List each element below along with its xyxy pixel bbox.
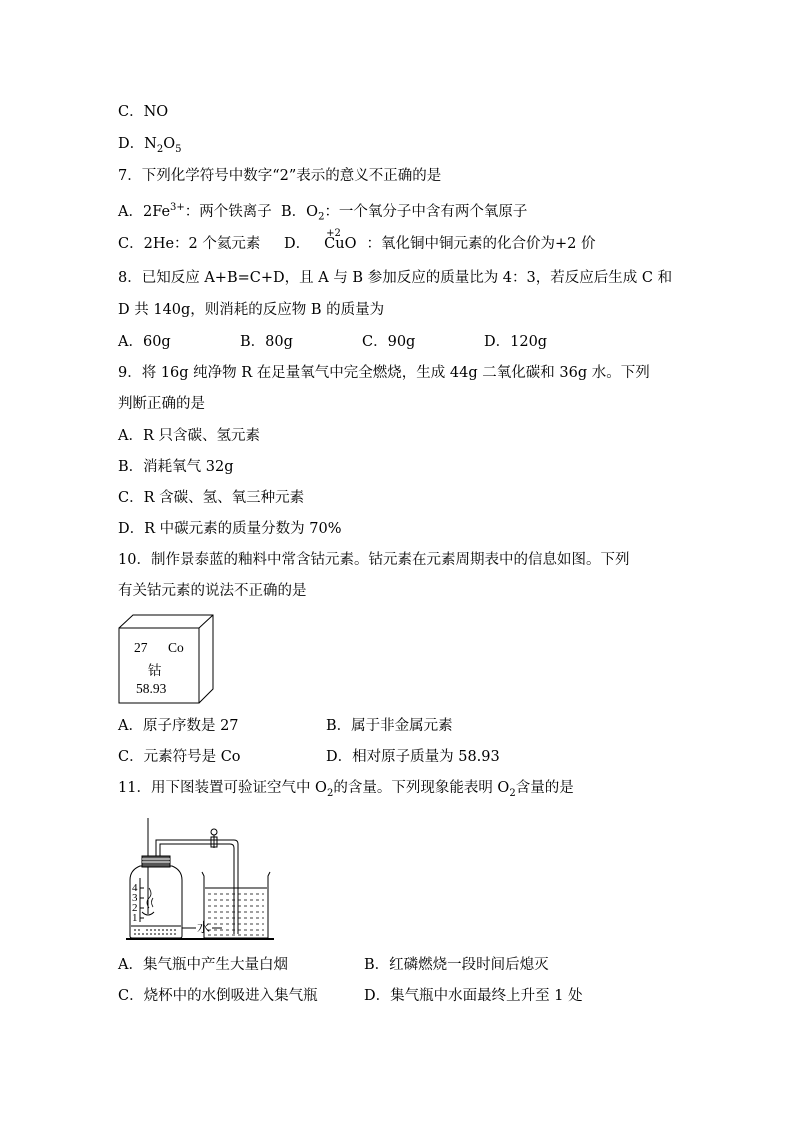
scale-mark-3: 3 [132,892,138,904]
scale-mark-2: 2 [132,902,138,914]
q7-options-cd: C．2He：2 个氦元素 D． +2 CuO ：氧化铜中铜元素的化合价为+2 价 [118,228,596,252]
question-10-line2: 有关钴元素的说法不正确的是 [118,583,307,599]
scale-mark-4: 4 [132,882,138,894]
question-8-line1: 8．已知反应 A+B=C+D，且 A 与 B 参加反应的质量比为 4：3，若反应后生成 C 和 [118,270,673,286]
scale-mark-1: 1 [132,912,138,924]
question-9-line2: 判断正确的是 [118,396,205,412]
atomic-number: 27 [134,640,148,655]
option-c-no: C．NO [118,104,169,120]
atomic-mass: 58.93 [136,681,167,696]
q11-options-cd: C．烧杯中的水倒吸进入集气瓶 D．集气瓶中水面最终上升至 1 处 [118,988,583,1004]
q10-options-cd: C．元素符号是 Co D．相对原子质量为 58.93 [118,749,500,765]
question-10-line1: 10．制作景泰蓝的釉料中常含钴元素。钴元素在元素周期表中的信息如图。下列 [118,552,630,568]
question-9-line1: 9．将 16g 纯净物 R 在足量氧气中完全燃烧，生成 44g 二氧化碳和 36g 水。下列 [118,365,650,381]
q9-option-a: A．R 只含碳、氢元素 [118,428,260,444]
cobalt-element-cell [118,614,214,704]
option-d-n2o5: D．$N_2O_5$ [118,136,182,155]
element-name: 钴 [148,663,162,679]
q9-option-c: C．R 含碳、氢、氧三种元素 [118,490,305,506]
question-8-line2: D 共 140g，则消耗的反应物 B 的质量为 [118,302,385,318]
q11-options-ab: A．集气瓶中产生大量白烟 B．红磷燃烧一段时间后熄灭 [118,957,549,973]
element-symbol: Co [168,640,184,655]
question-7: 7．下列化学符号中数字“2”表示的意义不正确的是 [118,168,442,184]
water-label: 水 [197,921,211,936]
q9-option-d: D．R 中碳元素的质量分数为 70% [118,521,342,537]
q9-option-b: B．消耗氧气 32g [118,459,234,475]
q7-options-ab: A．$2Fe^{3+}$：两个铁离子 B．$O_2$：一个氧分子中含有两个氧原子 [118,202,528,223]
cuo-valence-formula: +2 CuO [324,228,357,252]
q10-options-ab: A．原子序数是 27 B．属于非金属元素 [118,718,453,734]
q8-options: A．60g B．80g C．90g D．120g [118,334,548,350]
oxygen-apparatus-diagram [118,818,280,946]
question-11: 11．用下图装置可验证空气中 $O_2$的含量。下列现象能表明 $O_2$含量的是 [118,780,574,799]
